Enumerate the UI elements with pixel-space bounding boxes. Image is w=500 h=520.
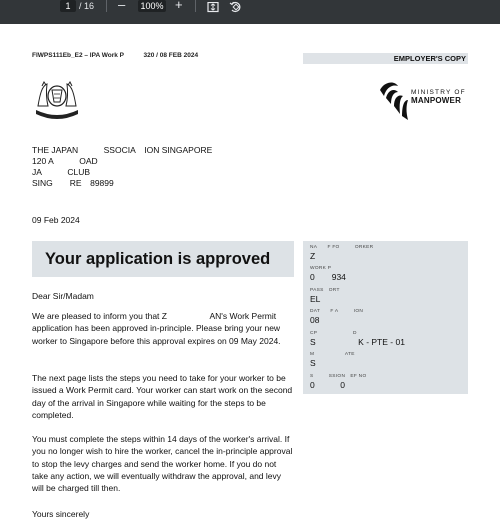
singapore-crest-logo bbox=[32, 76, 82, 120]
field-value: 0 0 bbox=[310, 380, 345, 390]
field-label: NA F FO ORKER bbox=[310, 245, 374, 250]
letter-date: 09 Feb 2024 bbox=[32, 215, 80, 225]
field-submission-ref bbox=[310, 374, 366, 390]
approval-banner bbox=[32, 241, 294, 277]
ministry-logo-text bbox=[411, 89, 466, 106]
recipient-address bbox=[32, 145, 212, 189]
field-label: PASS ORT bbox=[310, 288, 340, 293]
rotate-icon[interactable] bbox=[229, 0, 242, 18]
field-value: Z bbox=[310, 251, 358, 261]
salutation: Dear Sir/Madam bbox=[32, 291, 94, 301]
field-passport bbox=[310, 288, 354, 304]
worker-details-panel bbox=[303, 241, 468, 394]
approval-title: Your application is approved bbox=[45, 250, 271, 268]
field-value: S K - PTE - 01 bbox=[310, 337, 405, 347]
field-value: EL bbox=[310, 294, 355, 304]
field-work-permit bbox=[310, 266, 363, 282]
address-line: THE JAPAN SSOCIA ION SINGAPORE bbox=[32, 145, 213, 155]
zoom-level-input[interactable]: 100% bbox=[138, 0, 166, 12]
logo-line-1: MINISTRY OF bbox=[411, 89, 466, 96]
field-worker-name bbox=[310, 245, 373, 261]
closing: Yours sincerely bbox=[32, 509, 90, 519]
field-value: 0 934 bbox=[310, 272, 363, 282]
paragraph-deadline: You must complete the steps within 14 days of the worker's arrival. If you no longer wish to hire the worker, cancel the in-principle approval to stop the levy charges and send the worker home. If you do not take any action, we will eventually withdraw the approval, and levy will be charged till then. bbox=[32, 434, 293, 494]
field-label: S SSION EF NO bbox=[310, 374, 367, 379]
plus-icon[interactable]: + bbox=[175, 0, 183, 12]
field-label: M ATE bbox=[310, 352, 355, 357]
minus-icon[interactable]: – bbox=[118, 0, 126, 12]
page-total: / 16 bbox=[79, 1, 95, 11]
toolbar-divider bbox=[195, 0, 196, 12]
address-line: JA CLUB bbox=[32, 167, 91, 177]
logo-line-2: MANPOWER bbox=[411, 96, 462, 105]
field-value: S bbox=[310, 358, 350, 368]
field-value: 08 bbox=[310, 315, 354, 325]
field-label: CP D bbox=[310, 331, 357, 336]
field-label: DAT F A ION bbox=[310, 309, 364, 314]
document-reference: FIWPS111Eb_E2 – IPA Work P 320 / 08 FEB 2024 bbox=[32, 52, 199, 59]
address-line: SING RE 89899 bbox=[32, 178, 114, 188]
paragraph-approval: We are pleased to inform you that Z AN's Work Permit application has been approved in-principle. Please bring your new worker to Singapore before this approval expires on 09 May 2024. bbox=[32, 311, 281, 346]
toolbar-divider bbox=[106, 0, 107, 12]
field-cpf bbox=[310, 331, 405, 347]
employer-copy-label: EMPLOYER'S COPY bbox=[393, 54, 466, 63]
field-label: WORK P bbox=[310, 266, 347, 271]
fit-page-icon[interactable] bbox=[207, 0, 219, 18]
page-number-input[interactable]: 1 bbox=[60, 0, 76, 12]
pdf-toolbar bbox=[0, 0, 500, 24]
address-line: 120 A OAD bbox=[32, 156, 98, 166]
field-mom-date bbox=[310, 352, 355, 368]
paragraph-next-steps: The next page lists the steps you need to take for your worker to be issued a Work Permit card. Your worker can start work on the second day of the arrival in Singapore while waiting for the steps to be completed. bbox=[32, 373, 293, 420]
field-date-of-application bbox=[310, 309, 363, 325]
